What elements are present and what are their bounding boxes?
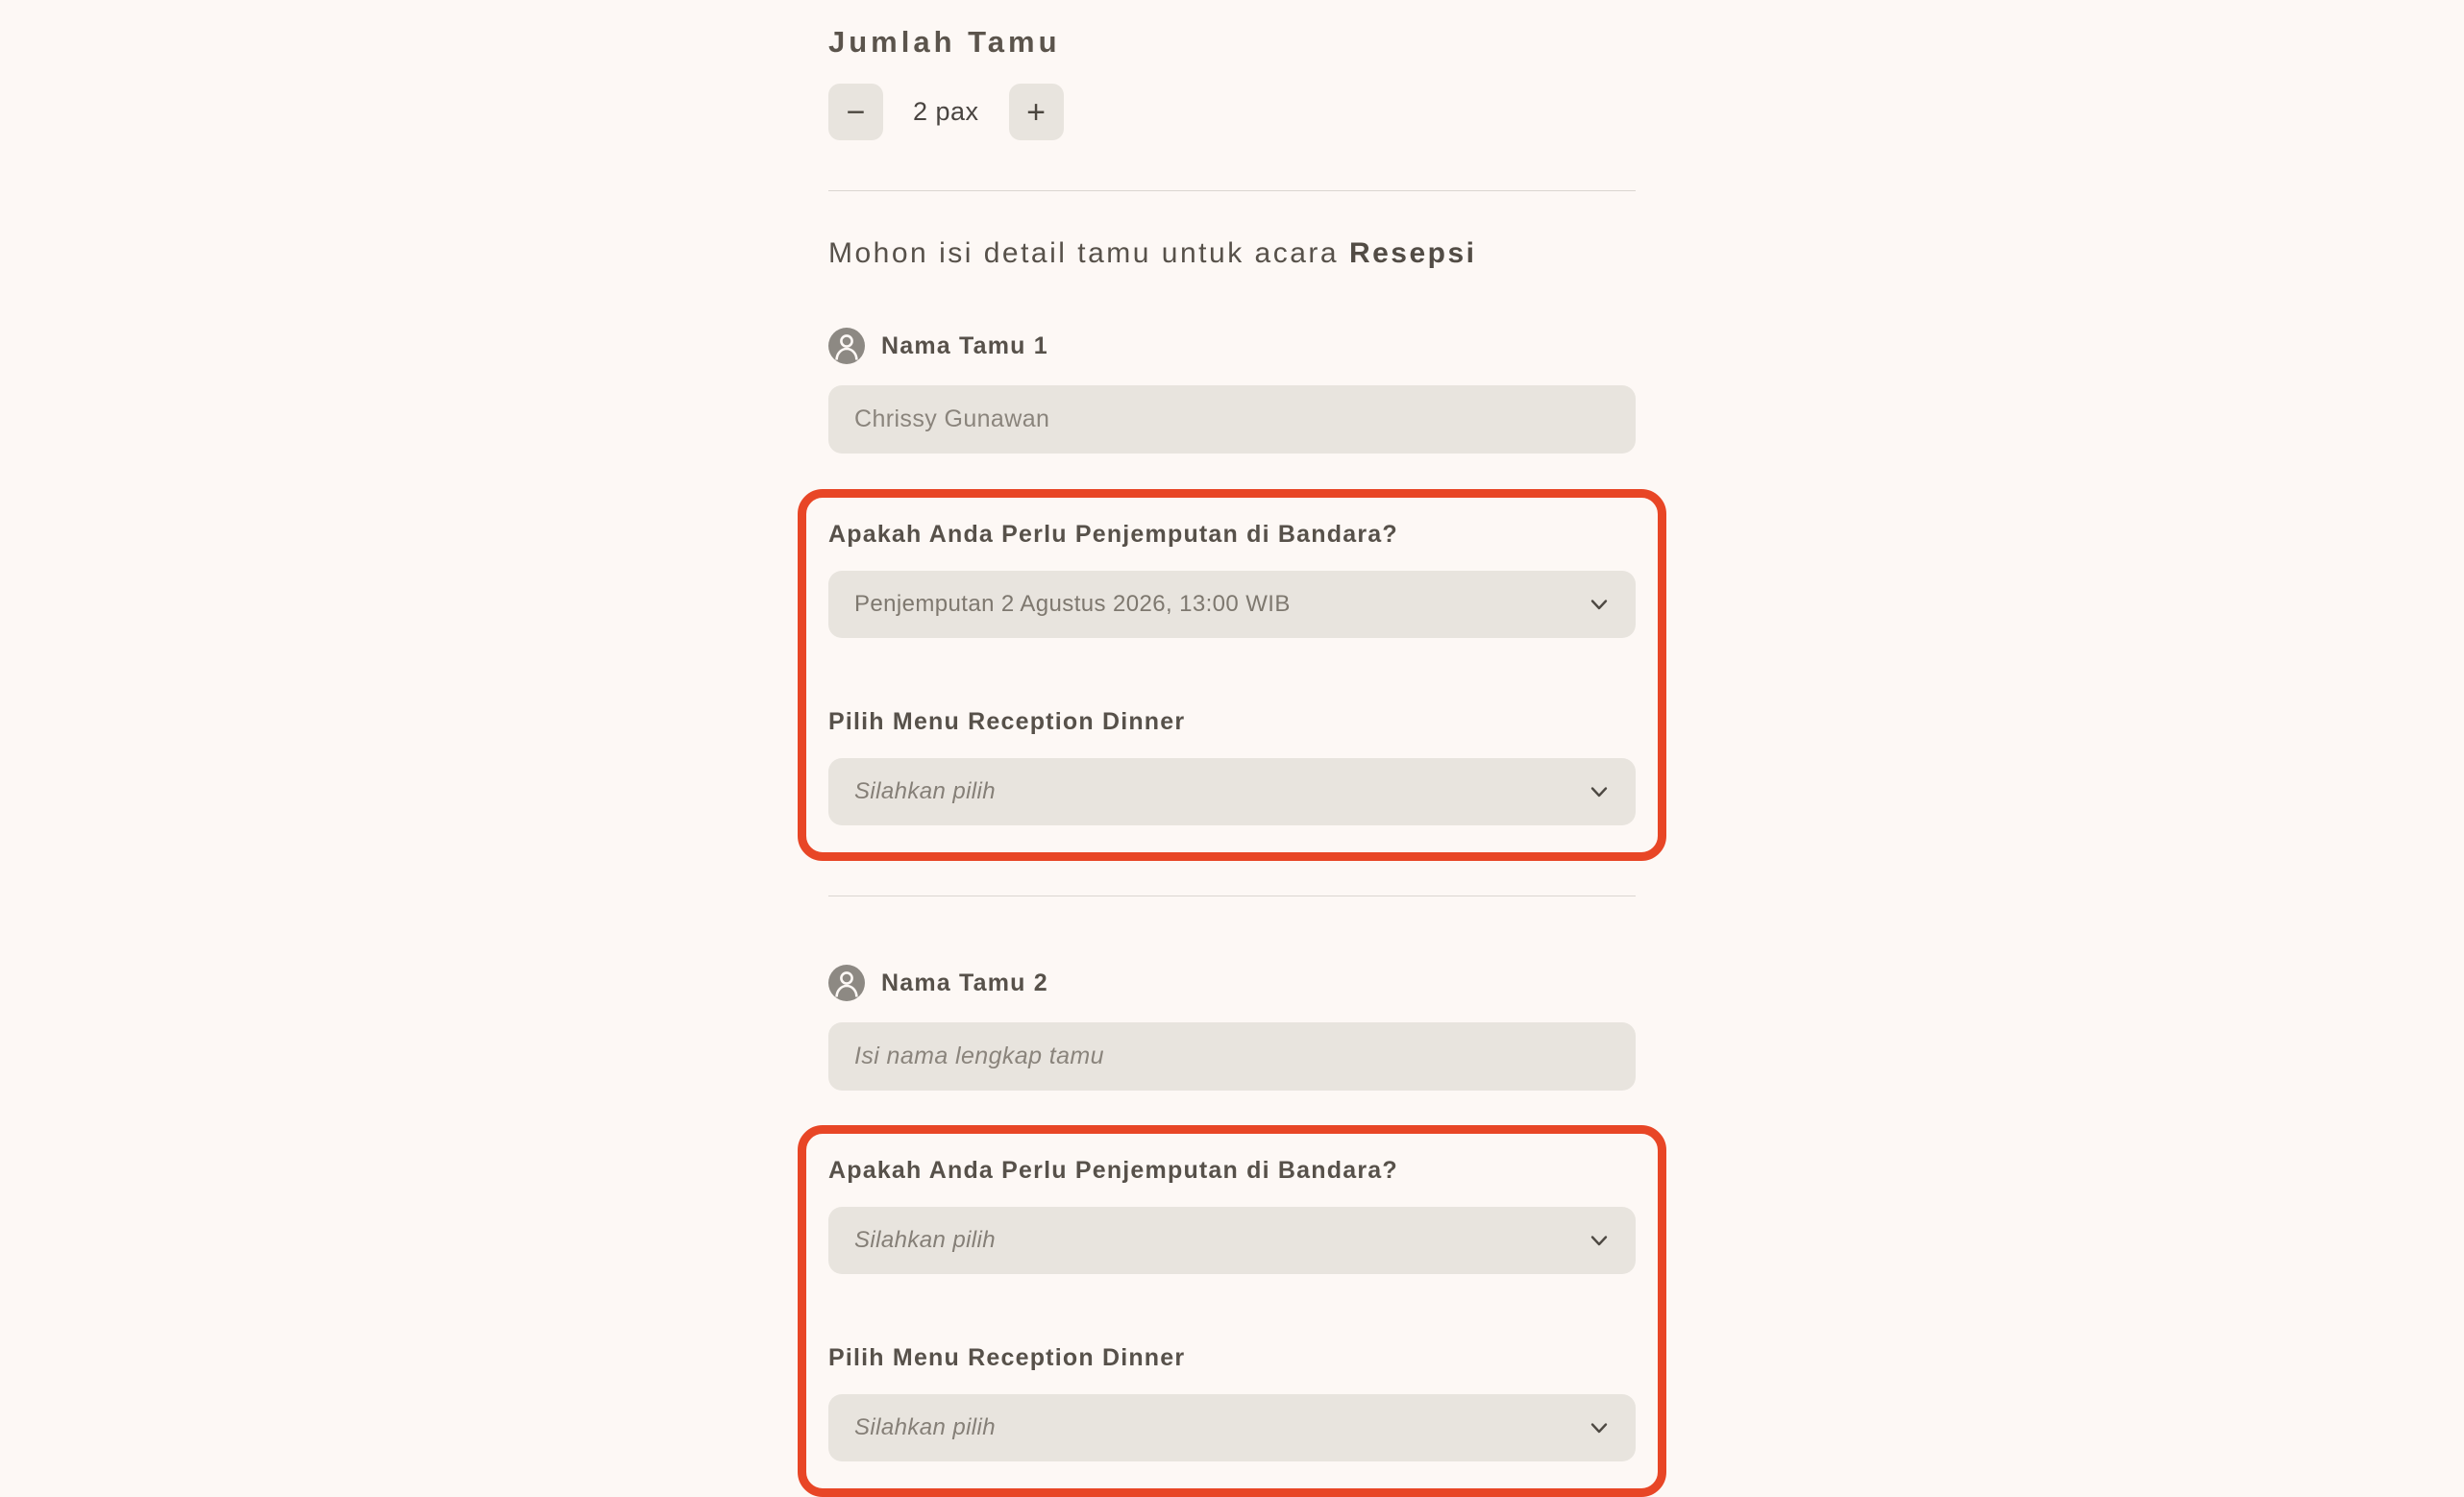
minus-icon: − — [846, 93, 866, 131]
guest-1-header — [828, 328, 1636, 364]
guest-2-menu-label: Pilih Menu Reception Dinner — [828, 1344, 1186, 1371]
guest-1-pickup-select[interactable] — [828, 571, 1636, 638]
guest-1-menu-group — [828, 708, 1636, 825]
guest-1-menu-select[interactable] — [828, 758, 1636, 825]
person-icon — [828, 328, 865, 364]
guest-form-column — [828, 0, 1636, 1497]
chevron-down-icon — [1587, 1228, 1612, 1253]
guest-1-pickup-value: Penjemputan 2 Agustus 2026, 13:00 WIB — [854, 591, 1291, 617]
guest-count-stepper — [828, 84, 1636, 140]
guest-1-name-input[interactable] — [828, 385, 1636, 454]
guest-count-value: 2 pax — [913, 97, 979, 126]
guest-2-menu-value: Silahkan pilih — [854, 1414, 997, 1440]
chevron-down-icon — [1587, 592, 1612, 617]
guest-2-highlight-box — [798, 1125, 1666, 1497]
event-name: Resepsi — [1348, 237, 1477, 269]
guest-2-menu-select[interactable] — [828, 1394, 1636, 1461]
guest-1-highlight-box — [798, 489, 1666, 861]
guest-detail-heading — [828, 237, 1636, 270]
guest-2-pickup-select[interactable] — [828, 1207, 1636, 1274]
guest-2-label: Nama Tamu 2 — [881, 969, 1048, 996]
guest-2-pickup-question: Apakah Anda Perlu Penjemputan di Bandara? — [828, 1157, 1398, 1184]
guest-1-label: Nama Tamu 1 — [881, 331, 1048, 359]
guest-detail-heading-text: Mohon isi detail tamu untuk acara — [828, 237, 1340, 269]
guest-1-pickup-question: Apakah Anda Perlu Penjemputan di Bandara? — [828, 521, 1398, 548]
guest-1-menu-value: Silahkan pilih — [854, 778, 997, 804]
guest-1-pickup-group — [828, 521, 1636, 638]
guest-2-pickup-group — [828, 1157, 1636, 1274]
guest-2-pickup-value: Silahkan pilih — [854, 1227, 997, 1253]
increase-guest-button[interactable] — [1009, 84, 1064, 140]
plus-icon: + — [1026, 93, 1046, 131]
chevron-down-icon — [1587, 779, 1612, 804]
person-icon — [828, 965, 865, 1001]
guest-1-menu-label: Pilih Menu Reception Dinner — [828, 708, 1186, 735]
chevron-down-icon — [1587, 1415, 1612, 1440]
guest-count-title: Jumlah Tamu — [828, 25, 1061, 59]
guest-2-menu-group — [828, 1344, 1636, 1461]
guest-2-header — [828, 965, 1636, 1001]
guest-2-name-input[interactable] — [828, 1022, 1636, 1091]
decrease-guest-button[interactable] — [828, 84, 883, 140]
section-divider — [828, 190, 1636, 191]
